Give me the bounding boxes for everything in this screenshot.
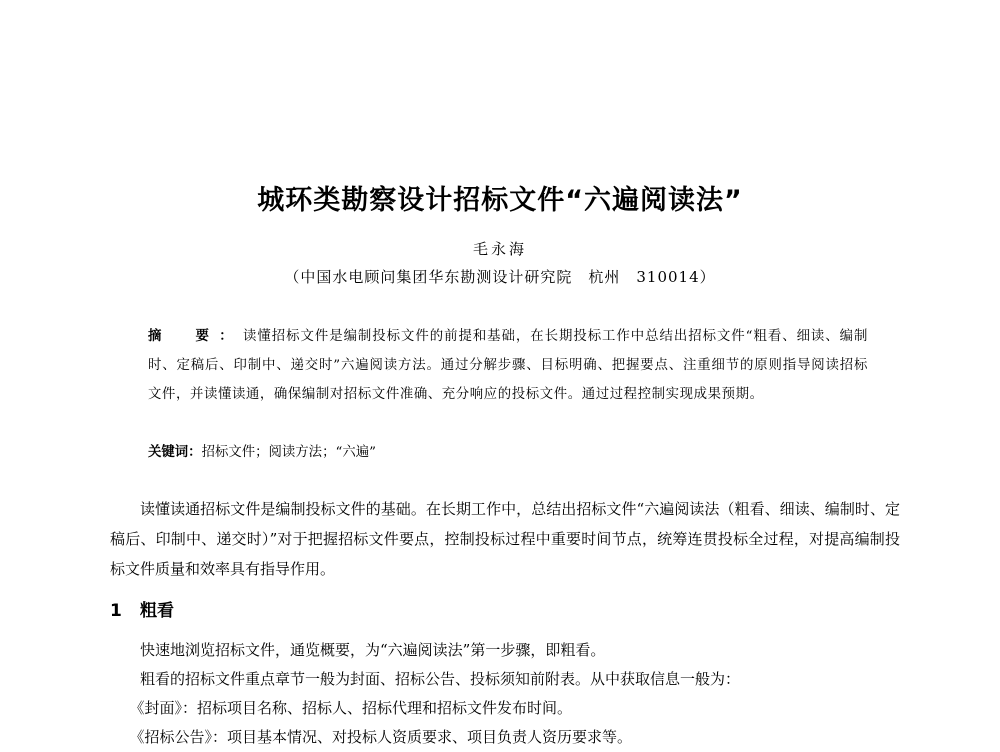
abstract-label: 摘 要： [148,328,244,344]
author-affiliation: （中国水电顾问集团华东勘测设计研究院 杭州 310014） [284,268,716,286]
keywords-text: 招标文件；阅读方法；“六遍” [201,445,376,460]
intro-paragraph: 读懂读通招标文件是编制投标文件的基础。在长期工作中，总结出招标文件“六遍阅读法（粗看、细读、编制时、定稿后、印制中、递交时）”对于把握招标文件要点，控制投标过程中重要时间节点，统筹连贯投标全过程，对提高编制投标文件质量和效率具有指导作用。 [110,500,900,578]
section-line: 《封面》：招标项目名称、招标人、招标代理和招标文件发布时间。 [129,699,573,717]
section-line: 《招标公告》：项目基本情况、对投标人资质要求、项目负责人资历要求等。 [129,728,633,746]
intro-section [110,494,900,584]
section-line: 快速地浏览招标文件，通览概要，为“六遍阅读法”第一步骤，即粗看。 [140,641,606,659]
section-line: 粗看的招标文件重点章节一般为封面、招标公告、投标须知前附表。从中获取信息一般为： [140,670,741,688]
section-number: 1 [110,601,122,621]
section-body [110,636,900,752]
abstract [148,322,868,409]
keywords [148,440,868,465]
section-heading [110,596,900,621]
keywords-label: 关键词： [148,444,202,460]
paper-title: 城环类勘察设计招标文件“六遍阅读法” [257,185,743,216]
abstract-text: 读懂招标文件是编制投标文件的前提和基础，在长期投标工作中总结出招标文件“粗看、细读、编制时、定稿后、印制中、递交时”六遍阅读方法。通过分解步骤、目标明确、把握要点、注重细节的原则指导阅读招标文件，并读懂读通，确保编制对招标文件准确、充分响应的投标文件。通过过程控制实现成果预期。 [148,329,868,402]
author-name: 毛永海 [472,240,527,258]
section-title: 粗看 [140,601,174,621]
